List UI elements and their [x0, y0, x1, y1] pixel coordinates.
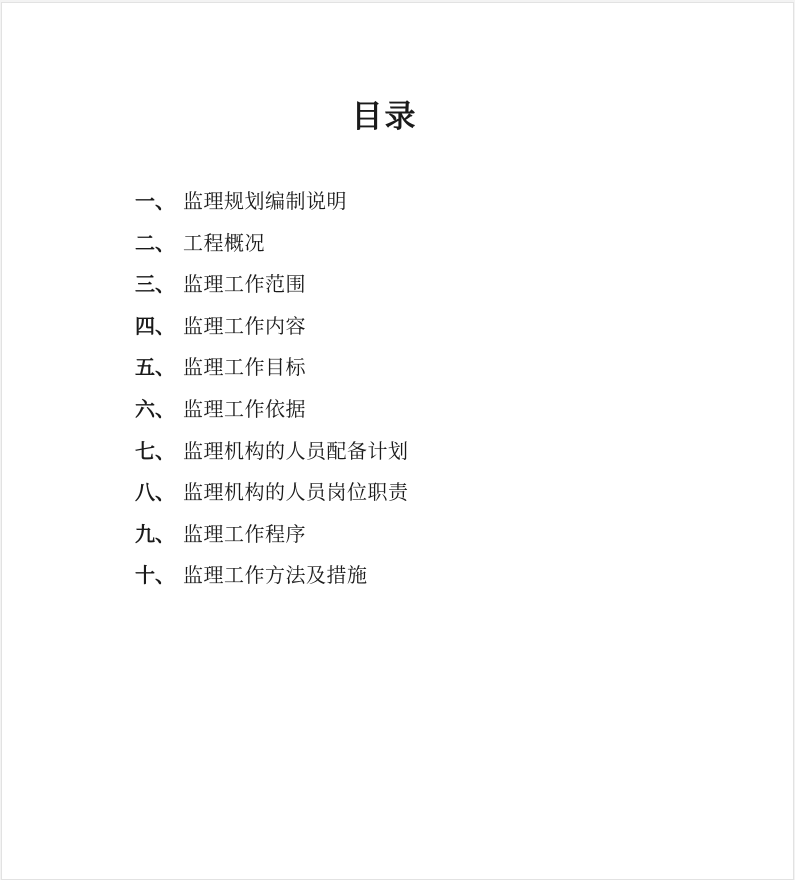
toc-entry-text: 监理规划编制说明	[183, 189, 347, 213]
toc-number: 一、	[135, 189, 175, 213]
toc-entry-text: 监理工作程序	[183, 521, 306, 546]
toc-number: 七、	[135, 438, 175, 463]
toc-entry-text: 工程概况	[183, 230, 265, 255]
toc-item-3[interactable]	[135, 264, 409, 306]
toc-item-10[interactable]	[135, 555, 409, 597]
toc-item-9[interactable]	[135, 514, 409, 556]
toc-number: 八、	[135, 480, 175, 505]
toc-entry-text: 监理工作范围	[183, 272, 306, 297]
toc-number: 五、	[135, 355, 175, 380]
toc-number: 十、	[135, 563, 175, 588]
toc-item-1[interactable]	[135, 181, 409, 223]
toc-item-6[interactable]	[135, 389, 409, 431]
toc-entry-text: 监理工作依据	[183, 396, 306, 421]
toc-number: 二、	[135, 230, 175, 255]
toc-item-2[interactable]	[135, 223, 409, 265]
toc-item-4[interactable]	[135, 306, 409, 348]
toc-item-8[interactable]	[135, 472, 409, 514]
toc-number: 六、	[135, 396, 175, 421]
toc-entry-text: 监理机构的人员岗位职责	[183, 480, 409, 505]
toc-entry-text: 监理工作内容	[183, 313, 306, 338]
page-title: 目录	[351, 99, 418, 135]
toc-entry-text: 监理工作目标	[183, 355, 306, 380]
toc-entry-text: 监理工作方法及措施	[183, 563, 368, 588]
toc-item-7[interactable]	[135, 431, 409, 473]
toc-number: 三、	[135, 272, 175, 297]
toc-entry-text: 监理机构的人员配备计划	[183, 438, 409, 463]
toc-number: 四、	[135, 313, 175, 338]
table-of-contents	[135, 181, 409, 597]
toc-item-5[interactable]	[135, 347, 409, 389]
toc-number: 九、	[135, 521, 175, 546]
document-page	[1, 2, 794, 880]
